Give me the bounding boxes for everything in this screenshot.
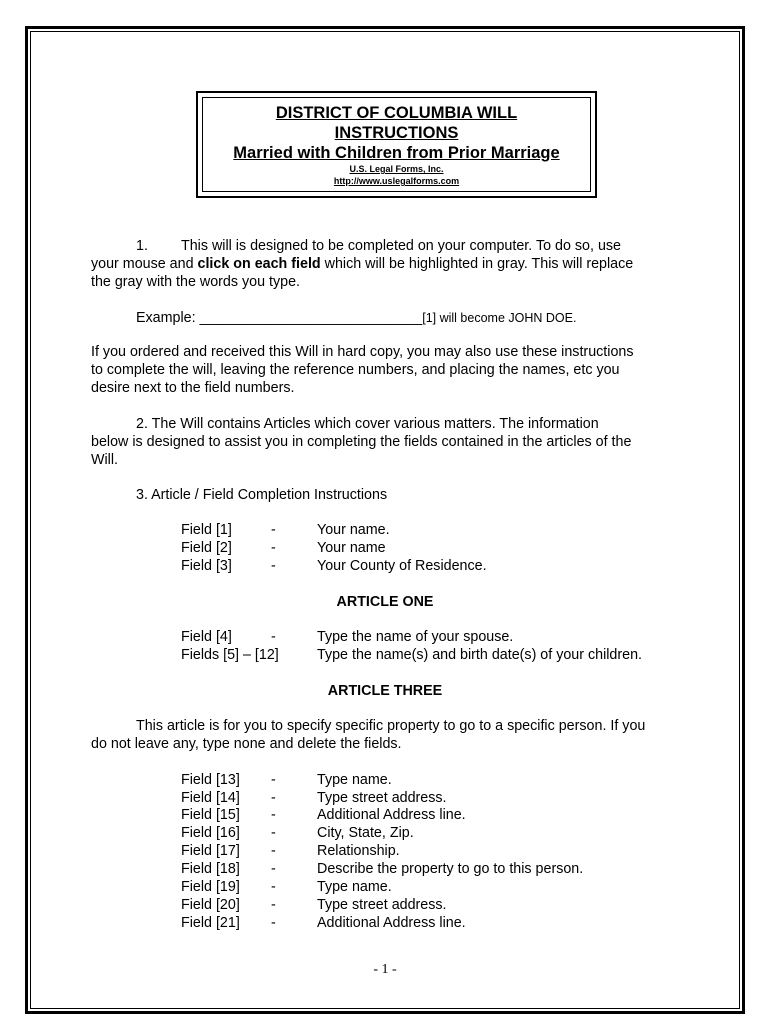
para2-line-1: 2. The Will contains Articles which cover various matters. The information xyxy=(136,416,599,432)
para2-line-2: below is designed to assist you in completing the fields contained in the articles of the xyxy=(91,434,632,450)
field-row xyxy=(181,824,701,842)
field-name: Field [1] xyxy=(181,522,232,538)
field-row xyxy=(181,771,701,789)
field-dash: - xyxy=(271,825,276,841)
field-name: Fields [5] – [12] xyxy=(181,647,279,663)
field-name: Field [21] xyxy=(181,915,240,931)
field-dash: - xyxy=(271,540,276,556)
para1-line-3: the gray with the words you type. xyxy=(91,274,301,290)
field-name: Field [19] xyxy=(181,879,240,895)
field-row xyxy=(181,860,701,878)
field-name: Field [16] xyxy=(181,825,240,841)
field-description: Describe the property to go to this person. xyxy=(317,861,584,877)
hardcopy-line-1: If you ordered and received this Will in hard copy, you may also use these instructions xyxy=(91,344,634,360)
para1-line-2: your mouse and click on each field which will be highlighted in gray. This will replace xyxy=(91,256,634,272)
field-description: Your name. xyxy=(317,522,390,538)
hardcopy-line-3: desire next to the field numbers. xyxy=(91,380,295,396)
field-name: Field [13] xyxy=(181,772,240,788)
article-one-heading: ARTICLE ONE xyxy=(336,594,434,610)
field-row xyxy=(181,628,701,646)
field-name: Field [20] xyxy=(181,897,240,913)
field-dash: - xyxy=(271,915,276,931)
field-name: Field [3] xyxy=(181,558,232,574)
publisher-link[interactable]: http://www.uslegalforms.com xyxy=(333,176,460,186)
field-dash: - xyxy=(271,861,276,877)
para1-number: 1. xyxy=(136,238,148,254)
field-row xyxy=(181,878,701,896)
field-row xyxy=(181,806,701,824)
field-dash: - xyxy=(271,879,276,895)
field-row xyxy=(181,521,701,539)
field-row xyxy=(181,646,701,664)
field-name: Field [15] xyxy=(181,807,240,823)
field-name: Field [14] xyxy=(181,790,240,806)
para2-line-3: Will. xyxy=(91,452,118,468)
field-dash: - xyxy=(271,522,276,538)
field-description: Type street address. xyxy=(317,790,447,806)
field-description: Relationship. xyxy=(317,843,400,859)
para1-emphasis: click on each field xyxy=(197,256,321,272)
article-three-intro-2: do not leave any, type none and delete the fields. xyxy=(91,736,402,752)
hardcopy-line-2: to complete the will, leaving the reference numbers, and placing the names, etc you xyxy=(91,362,620,378)
field-dash: - xyxy=(271,629,276,645)
example-label: Example: xyxy=(136,310,200,326)
para3-heading: 3. Article / Field Completion Instructions xyxy=(136,487,388,503)
field-name: Field [2] xyxy=(181,540,232,556)
title-line-1: DISTRICT OF COLUMBIA WILL xyxy=(275,104,518,122)
page-number: - 1 - xyxy=(373,962,397,977)
title-line-2: INSTRUCTIONS xyxy=(334,124,459,142)
field-description: Type the name of your spouse. xyxy=(317,629,514,645)
field-description: Your name xyxy=(317,540,386,556)
field-name: Field [4] xyxy=(181,629,232,645)
field-description: Additional Address line. xyxy=(317,807,466,823)
field-dash: - xyxy=(271,558,276,574)
field-description: Your County of Residence. xyxy=(317,558,487,574)
field-row xyxy=(181,557,701,575)
field-description: Type name. xyxy=(317,772,392,788)
field-row xyxy=(181,789,701,807)
field-dash: - xyxy=(271,790,276,806)
field-row xyxy=(181,896,701,914)
field-description: Type name. xyxy=(317,879,392,895)
field-description: Type the name(s) and birth date(s) of your children. xyxy=(317,647,643,663)
field-dash: - xyxy=(271,897,276,913)
article-three-heading: ARTICLE THREE xyxy=(327,683,443,699)
field-dash: - xyxy=(271,807,276,823)
example-line xyxy=(136,309,576,327)
field-name: Field [18] xyxy=(181,861,240,877)
field-description: City, State, Zip. xyxy=(317,825,414,841)
field-name: Field [17] xyxy=(181,843,240,859)
publisher-name: U.S. Legal Forms, Inc. xyxy=(349,164,444,174)
field-description: Additional Address line. xyxy=(317,915,466,931)
title-box xyxy=(202,97,591,192)
field-row xyxy=(181,539,701,557)
field-dash: - xyxy=(271,772,276,788)
para1-line-1: This will is designed to be completed on your computer. To do so, use xyxy=(181,238,622,254)
example-blank: ____________________________ xyxy=(199,310,423,326)
field-dash: - xyxy=(271,843,276,859)
article-three-intro-1: This article is for you to specify specific property to go to a specific person. If you xyxy=(136,718,646,734)
title-line-3: Married with Children from Prior Marriage xyxy=(233,144,560,162)
field-description: Type street address. xyxy=(317,897,447,913)
example-result: [1] will become JOHN DOE. xyxy=(422,311,577,325)
field-row xyxy=(181,914,701,932)
field-row xyxy=(181,842,701,860)
